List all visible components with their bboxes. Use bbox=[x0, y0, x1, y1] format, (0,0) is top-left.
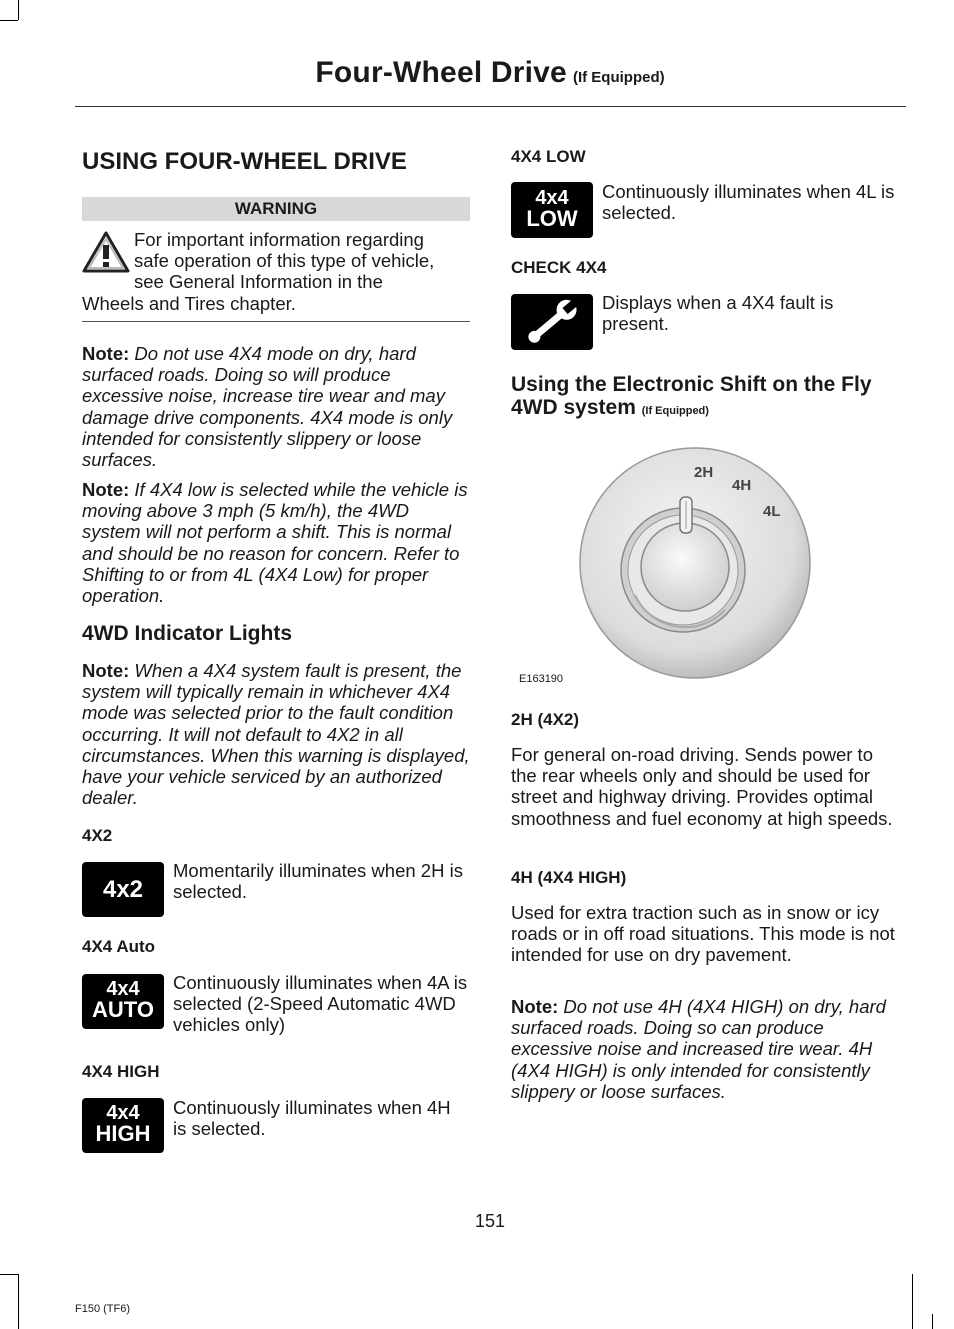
mode-heading: 2H (4X2) bbox=[511, 710, 580, 729]
mode-heading: 4H (4X4 HIGH) bbox=[511, 868, 627, 887]
header-rule bbox=[75, 106, 906, 107]
model-code: F150 (TF6) bbox=[75, 1303, 131, 1315]
note-label: Note: bbox=[82, 479, 130, 500]
mode-description: Used for extra traction such as in snow or icy roads or in off road situations. This mode is not intended for use on dry pavement. bbox=[511, 902, 895, 966]
note-label: Note: bbox=[82, 660, 130, 681]
crop-mark bbox=[18, 1274, 19, 1329]
mode-description: For general on-road driving. Sends power to the rear wheels only and should be used for street and highway driving. Provides optimal smoothness and fuel economy at high speeds. bbox=[511, 744, 893, 829]
indicator-description: Continuously illuminates when 4H is selected. bbox=[173, 1097, 451, 1140]
warning-text bbox=[82, 229, 472, 314]
warning-line: safe operation of this type of vehicle, bbox=[134, 250, 435, 272]
warning-line: For important information regarding bbox=[134, 229, 424, 250]
indicator-description: Momentarily illuminates when 2H is selected. bbox=[173, 860, 463, 903]
indicator-lights-title: 4WD Indicator Lights bbox=[82, 622, 292, 645]
warning-line: Wheels and Tires chapter. bbox=[82, 292, 296, 314]
indicator-heading: 4X4 HIGH bbox=[82, 1062, 160, 1081]
indicator-4x4-high-icon bbox=[82, 1098, 164, 1153]
badge-text: LOW bbox=[526, 206, 578, 231]
dial-label-4l: 4L bbox=[763, 503, 781, 520]
page-number: 151 bbox=[474, 1211, 506, 1231]
esof-title bbox=[511, 373, 901, 423]
note-label: Note: bbox=[511, 996, 559, 1017]
indicator-heading: 4X4 Auto bbox=[82, 937, 156, 956]
indicator-description: Displays when a 4X4 fault is present. bbox=[602, 292, 834, 335]
indicator-description: Continuously illuminates when 4L is selected. bbox=[602, 181, 895, 224]
crop-mark bbox=[0, 1274, 18, 1275]
note-text: Do not use 4X4 mode on dry, hard surfaced roads. Doing so will produce excessive noise, increase tire wear and may damage drive components. 4X4 mode is only intended for consistently slippery or loose surfaces. bbox=[82, 343, 453, 471]
crop-mark bbox=[0, 20, 18, 21]
note-text: When a 4X4 system fault is present, the system will typically remain in whichever 4X4 mode was selected prior to the fault condition occurring. It will not default to 4X2 in all circumstances. When this warning is displayed, have your vehicle serviced by an authorized dealer. bbox=[82, 660, 470, 809]
wrench-icon bbox=[511, 294, 593, 350]
crop-mark bbox=[18, 0, 19, 20]
note-text: Do not use 4H (4X4 HIGH) on dry, hard surfaced roads. Doing so can produce excessive noise and increased tire wear. 4H (4X4 HIGH) is only intended for consistently slippery or loose surfaces. bbox=[511, 996, 886, 1102]
esof-title-text: Using the Electronic Shift on the Fly 4WD system bbox=[511, 373, 872, 419]
note-paragraph bbox=[82, 660, 474, 808]
indicator-heading: CHECK 4X4 bbox=[511, 258, 607, 277]
image-id: E163190 bbox=[519, 673, 564, 685]
indicator-4x4-low-icon bbox=[511, 182, 593, 238]
indicator-4x4-auto-icon bbox=[82, 974, 164, 1029]
badge-text: 4x4 bbox=[535, 187, 569, 209]
note-label: Note: bbox=[82, 343, 130, 364]
esof-title-small: (If Equipped) bbox=[641, 405, 709, 417]
warning-label: WARNING bbox=[82, 197, 470, 221]
page-header bbox=[0, 56, 954, 90]
badge-text: 4x4 bbox=[106, 978, 140, 1000]
warning-line: see General Information in the bbox=[134, 271, 383, 293]
indicator-heading: 4X4 LOW bbox=[511, 147, 586, 166]
indicator-4x2-icon bbox=[82, 862, 164, 917]
dial-label-2h: 2H bbox=[694, 464, 714, 481]
note-paragraph bbox=[82, 479, 472, 606]
note-paragraph bbox=[82, 343, 472, 470]
page-title: Four-Wheel Drive bbox=[315, 56, 567, 89]
badge-text: HIGH bbox=[95, 1121, 151, 1146]
badge-text: 4x4 bbox=[106, 1102, 140, 1124]
note-paragraph bbox=[511, 996, 905, 1102]
dial-label-4h: 4H bbox=[732, 477, 752, 494]
badge-text: 4x2 bbox=[102, 876, 144, 903]
note-text: If 4X4 low is selected while the vehicle is moving above 3 mph (5 km/h), the 4WD system will not perform a shift. This is normal and should be no reason for concern. Refer to Shifting to or from 4L (4X4 Low) for proper operation. bbox=[82, 479, 468, 607]
badge-text: AUTO bbox=[92, 997, 154, 1022]
crop-mark bbox=[912, 1274, 913, 1329]
crop-mark bbox=[932, 1314, 933, 1329]
warning-rule bbox=[82, 321, 470, 322]
page-subtitle: (If Equipped) bbox=[572, 69, 665, 86]
indicator-description: Continuously illuminates when 4A is selected (2-Speed Automatic 4WD vehicles only) bbox=[173, 972, 468, 1036]
4wd-selector-dial-illustration bbox=[575, 445, 820, 685]
indicator-heading: 4X2 bbox=[82, 826, 113, 845]
section-title: USING FOUR-WHEEL DRIVE bbox=[82, 148, 407, 175]
